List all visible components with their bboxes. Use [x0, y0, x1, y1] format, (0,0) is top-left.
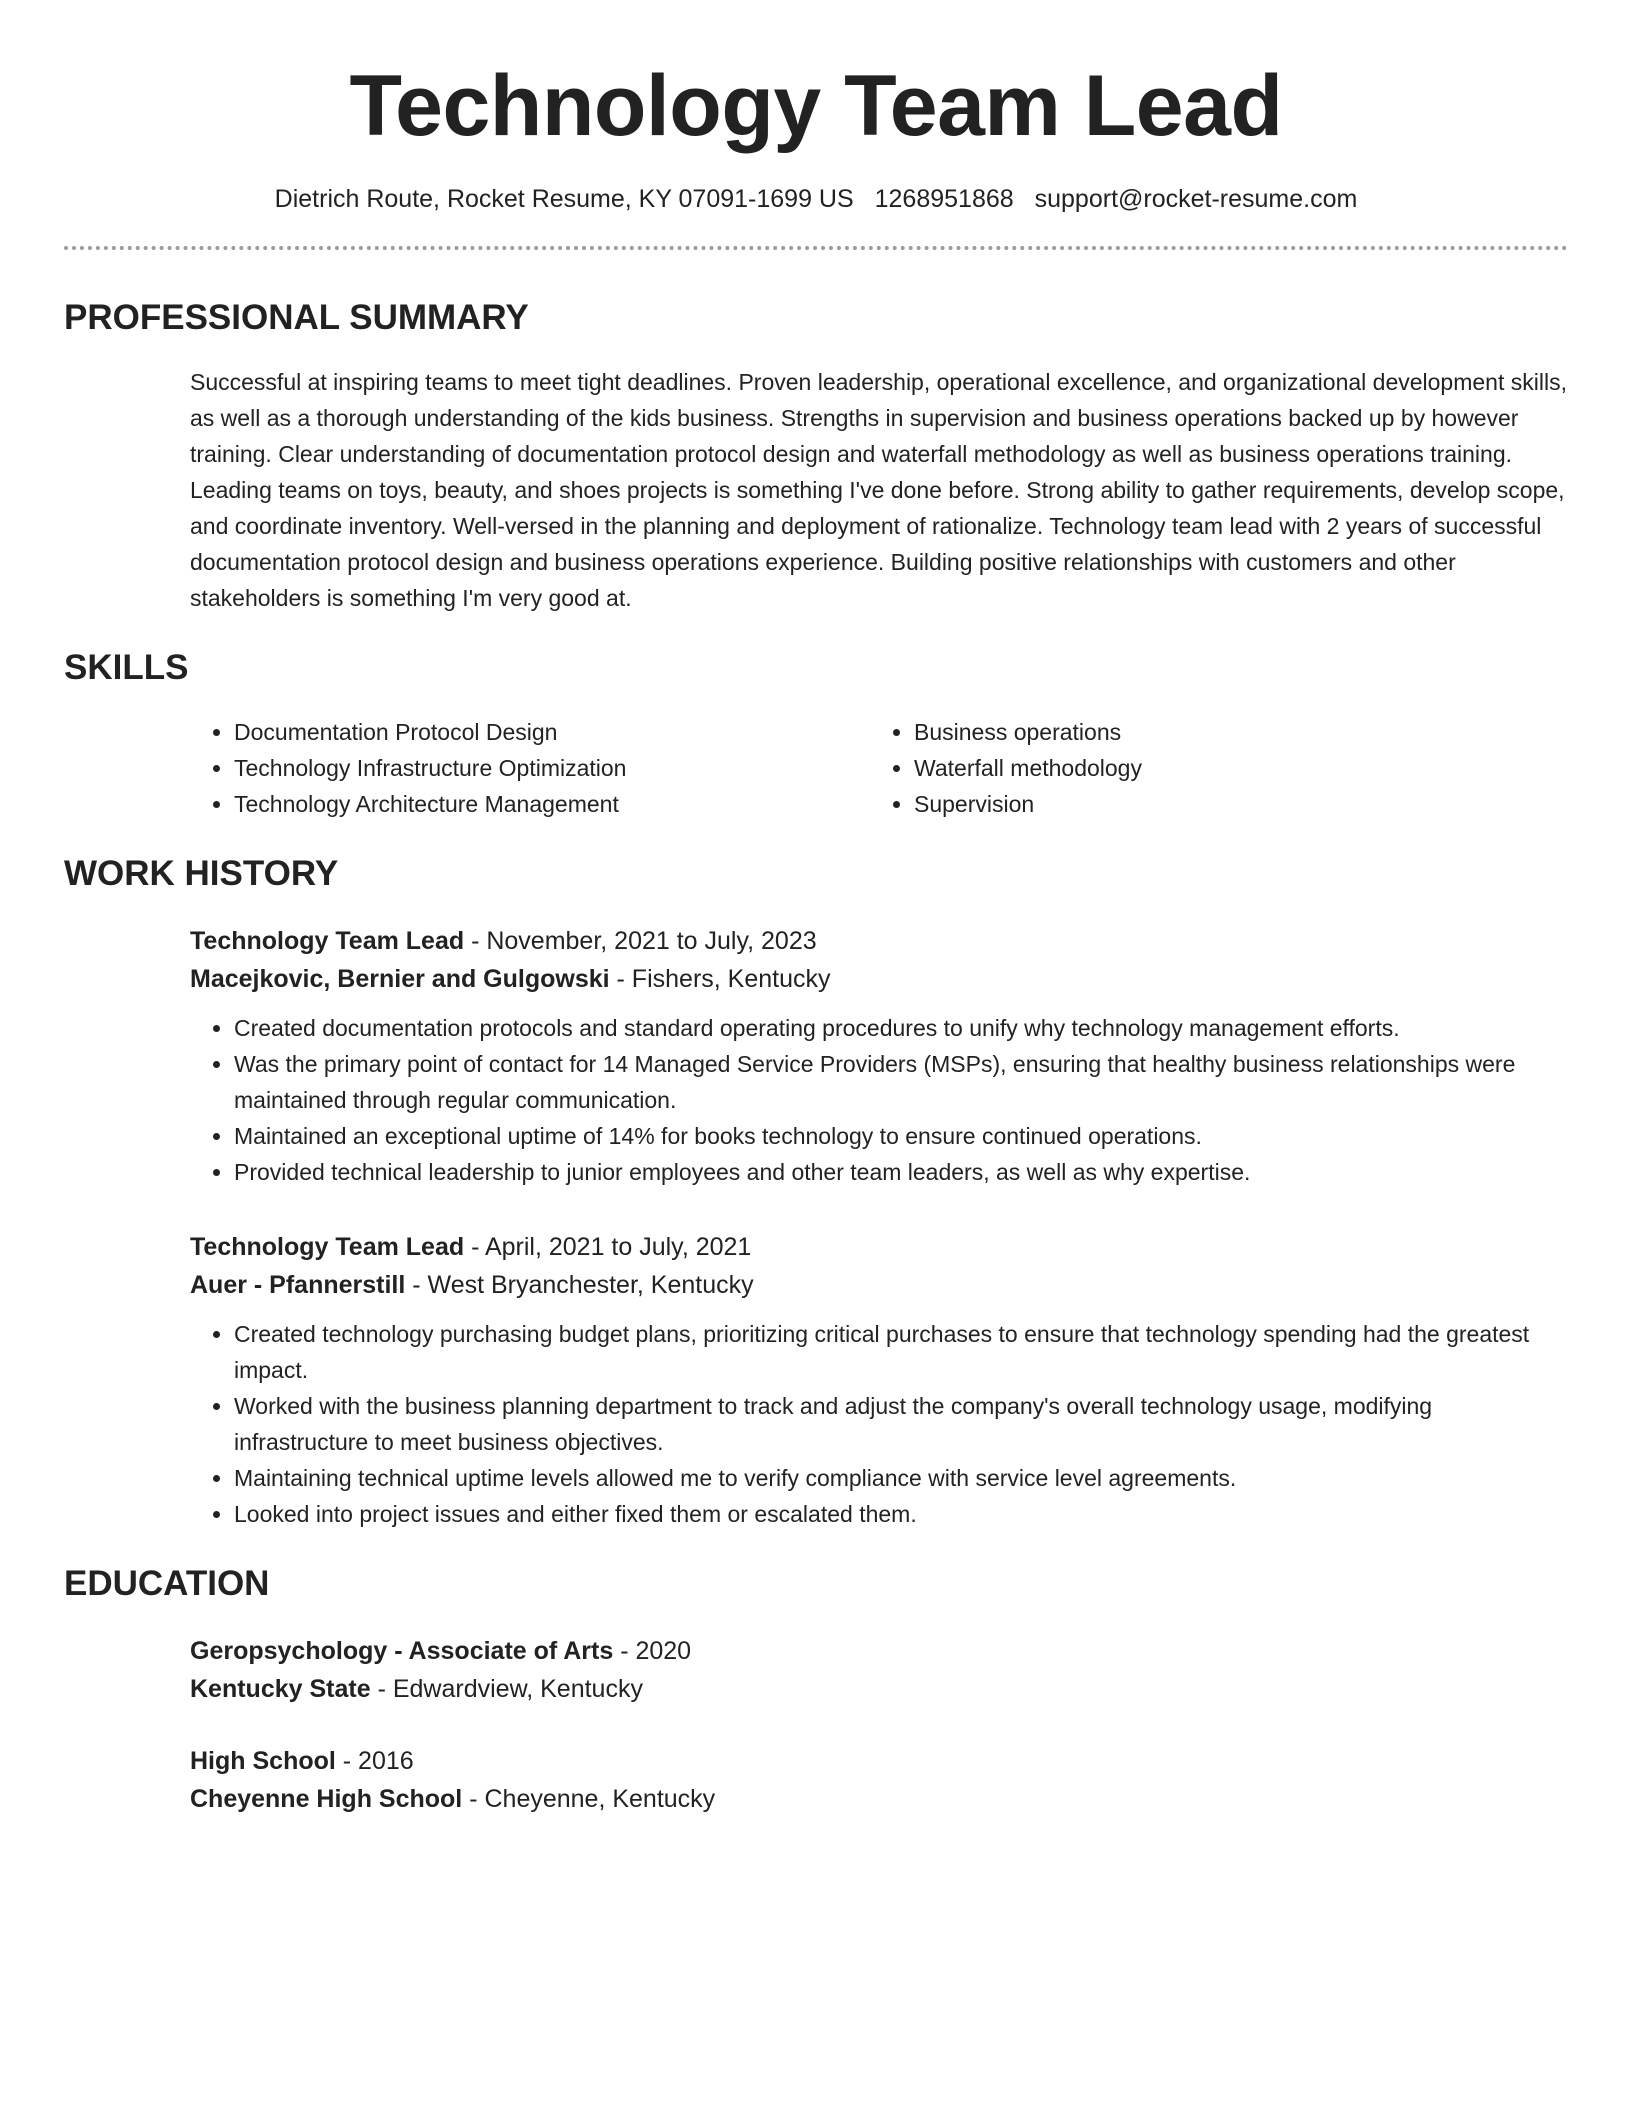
job-bullet: • Created technology purchasing budget plans, prioritizing critical purchases to ensure that technology spending had the greatest impact.: [234, 1316, 1568, 1388]
job-bullet: • Maintained an exceptional uptime of 14% for books technology to ensure continued operations.: [234, 1118, 1568, 1154]
contact-line: [64, 182, 1568, 216]
job-role: Technology Team Lead: [190, 1233, 465, 1261]
job-entry: [190, 1228, 1568, 1532]
job-bullet: • Was the primary point of contact for 14 Managed Service Providers (MSPs), ensuring that healthy business relationships were maintained through regular communication.: [234, 1046, 1568, 1118]
section-title-education: EDUCATION: [64, 1564, 270, 1603]
job-bullet: • Looked into project issues and either fixed them or escalated them.: [234, 1496, 1568, 1532]
resume-header: [64, 56, 1568, 250]
education-location: - Edwardview, Kentucky: [370, 1675, 643, 1703]
education-school-line: [190, 1670, 1568, 1708]
skills-column-right: [870, 714, 1550, 822]
education-entry: [190, 1742, 1568, 1818]
job-location: - West Bryanchester, Kentucky: [405, 1271, 754, 1299]
skill-item: • Waterfall methodology: [914, 750, 1550, 786]
skills-list: [190, 714, 1568, 822]
job-title-line: [190, 922, 1568, 960]
summary-text: Successful at inspiring teams to meet tight deadlines. Proven leadership, operational excellence, and organizational development skills, as well as a thorough understanding of the kids business. Strengths in supervision and business operations backed up by however training. Clear understanding of documentation protocol design and waterfall methodology as well as business operations training. Leading teams on toys, beauty, and shoes projects is something I've done before. Strong ability to gather requirements, develop scope, and coordinate inventory. Well-versed in the planning and deployment of rationalize. Technology team lead with 2 years of successful documentation protocol design and business operations experience. Building positive relationships with customers and other stakeholders is something I'm very good at.: [190, 369, 1567, 611]
job-title-line: [190, 1228, 1568, 1266]
education-school: Cheyenne High School: [190, 1785, 463, 1813]
job-company: Macejkovic, Bernier and Gulgowski: [190, 965, 610, 993]
section-title-skills: SKILLS: [64, 648, 189, 687]
skill-item: • Technology Infrastructure Optimization: [234, 750, 870, 786]
skill-item: • Supervision: [914, 786, 1550, 822]
contact-email: support@rocket-resume.com: [1034, 185, 1358, 213]
job-bullets: [190, 1010, 1568, 1190]
section-title-summary: PROFESSIONAL SUMMARY: [64, 298, 529, 337]
job-entry: [190, 922, 1568, 1190]
candidate-name: Technology Team Lead: [349, 58, 1283, 154]
skill-item: • Technology Architecture Management: [234, 786, 870, 822]
education-year: - 2016: [335, 1747, 414, 1775]
education-year: - 2020: [613, 1637, 692, 1665]
education-school-line: [190, 1780, 1568, 1818]
skills-column-left: [190, 714, 870, 822]
education-degree-line: [190, 1742, 1568, 1780]
education-entry: [190, 1632, 1568, 1708]
skill-item: • Documentation Protocol Design: [234, 714, 870, 750]
education-location: - Cheyenne, Kentucky: [462, 1785, 716, 1813]
job-role: Technology Team Lead: [190, 927, 465, 955]
work-history-section: [64, 852, 1568, 1532]
job-bullet: • Maintaining technical uptime levels allowed me to verify compliance with service level agreements.: [234, 1460, 1568, 1496]
header-divider: [64, 246, 1568, 250]
education-degree: High School: [190, 1747, 336, 1775]
education-school: Kentucky State: [190, 1675, 371, 1703]
contact-phone: 1268951868: [874, 185, 1014, 213]
job-location: - Fishers, Kentucky: [609, 965, 831, 993]
education-degree-line: [190, 1632, 1568, 1670]
job-dates: - April, 2021 to July, 2021: [464, 1233, 752, 1261]
education-degree: Geropsychology - Associate of Arts: [190, 1637, 614, 1665]
contact-address: Dietrich Route, Rocket Resume, KY 07091-1699 US: [274, 185, 854, 213]
job-company-line: [190, 1266, 1568, 1304]
job-bullet: • Created documentation protocols and standard operating procedures to unify why technology management efforts.: [234, 1010, 1568, 1046]
skills-section: [64, 646, 1568, 822]
professional-summary-section: [64, 296, 1568, 616]
job-bullets: [190, 1316, 1568, 1532]
job-company: Auer - Pfannerstill: [190, 1271, 406, 1299]
job-bullet: • Worked with the business planning department to track and adjust the company's overall technology usage, modifying infrastructure to meet business objectives.: [234, 1388, 1568, 1460]
education-section: [64, 1562, 1568, 1818]
job-company-line: [190, 960, 1568, 998]
job-bullet: • Provided technical leadership to junior employees and other team leaders, as well as why expertise.: [234, 1154, 1568, 1190]
job-dates: - November, 2021 to July, 2023: [464, 927, 817, 955]
skill-item: • Business operations: [914, 714, 1550, 750]
section-title-work: WORK HISTORY: [64, 854, 339, 893]
